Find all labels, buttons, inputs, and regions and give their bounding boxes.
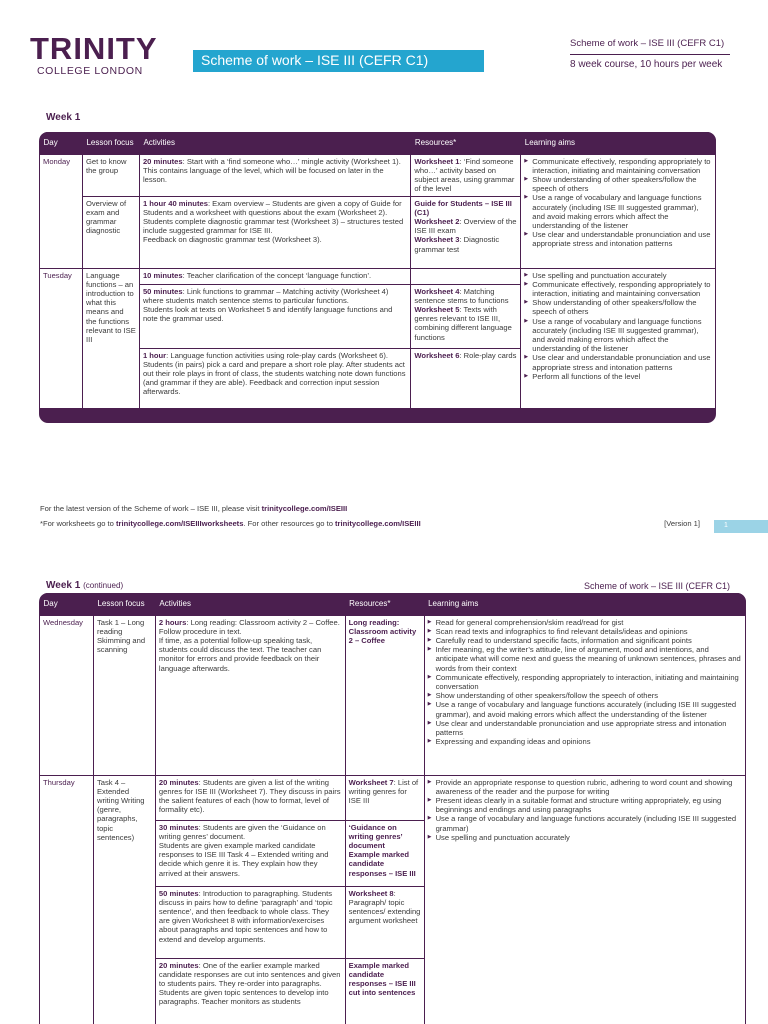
logo-subtitle: COLLEGE LONDON	[37, 65, 143, 77]
table-row	[40, 154, 716, 196]
aims-cell	[521, 154, 716, 268]
list-item: ▶ Show understanding of other speakers/follow the speech of others	[428, 691, 742, 700]
aims-list	[428, 618, 742, 747]
col-activities: Activities	[155, 593, 345, 615]
activity-duration: 20 minutes	[158, 960, 199, 970]
week1-table	[39, 132, 716, 409]
list-item: ▶ Use clear and understandable pronunciation and use appropriate stress and intonation patterns	[524, 230, 712, 248]
week-heading-continued: (continued)	[83, 581, 124, 590]
resource-name: Worksheet 3	[414, 235, 460, 245]
logo-wordmark: TRINITY	[30, 31, 158, 66]
footer-link[interactable]: trinitycollege.com/ISEIII	[261, 504, 348, 513]
activity-cell	[139, 284, 410, 348]
resource-name: Worksheet 2	[414, 216, 460, 226]
list-item: ▶ Use clear and understandable pronunciation and use appropriate stress and intonation patterns	[524, 353, 712, 371]
activity-duration: 1 hour 40 minutes	[142, 198, 208, 208]
activity-text: : Teacher clarification of the concept ‘language function’.	[182, 270, 372, 280]
week-heading	[46, 580, 123, 591]
activity-text: : Link functions to grammar – Matching activity (Worksheet 4) where students match sentence stems to particular functions.	[142, 286, 389, 305]
list-item: ▶ Read for general comprehension/skim read/read for gist	[428, 618, 742, 627]
resource-text: : ‘Find someone who…’ activity based on subject areas, using grammar of the level	[414, 156, 515, 194]
col-resources: Resources*	[411, 132, 521, 154]
resource-name: ‘Guidance on writing genres’ document	[348, 822, 403, 850]
resource-cell	[345, 886, 424, 958]
resource-text: : Overview of the ISE III exam	[414, 216, 517, 236]
activity-duration: 30 minutes	[158, 822, 199, 832]
table-row	[40, 775, 746, 820]
page-number: 1	[714, 520, 768, 533]
resource-cell	[411, 196, 521, 268]
aims-cell	[424, 775, 745, 1024]
list-item: ▶ Use a range of vocabulary and language functions accurately (including ISE III suggested grammar), and avoid making errors which affect the understanding of the listener	[524, 193, 712, 230]
table-header-row	[40, 132, 716, 154]
list-item: ▶ Communicate effectively, responding appropriately to interaction, initiating and maintaining conversation	[524, 280, 712, 298]
list-item: ▶ Show understanding of other speakers/follow the speech of others	[524, 175, 712, 193]
activity-text: : Long reading: Classroom activity 2 – Coffee. Follow procedure in text.	[158, 617, 340, 636]
resource-cell	[345, 775, 424, 820]
activity-duration: 50 minutes	[158, 888, 199, 898]
activity-text: : Exam overview – Students are given a copy of Guide for Students and a worksheet with questions about the exam (Worksheet 2).	[142, 198, 402, 217]
page-2	[0, 560, 768, 1024]
resource-cell	[345, 820, 424, 886]
week1-table-frame	[39, 132, 716, 423]
activity-text: : Introduction to paragraphing. Students discuss in pairs how to define ‘paragraph’ and ‘topic sentence’, and then feedback to whole class. They are given Worksheet 8 with information/exercises about paragraphs and topic sentences and how to extend and develop arguments.	[158, 888, 333, 944]
focus-cell: Task 4 – Extended writing Writing (genre, paragraphs, topic sentences)	[93, 775, 155, 1024]
page-header-right: Scheme of work – ISE III (CEFR C1)	[583, 581, 730, 591]
activity-text: If time, as a potential follow-up speaking task, students could discuss the text. The teacher can monitor for errors and provide feedback on their language afterwards.	[158, 635, 322, 673]
resource-name: Worksheet 5	[414, 304, 460, 314]
list-item: ▶ Scan read texts and infographics to find relevant details/ideas and opinions	[428, 627, 742, 636]
activity-text: : Start with a ‘find someone who…’ mingle activity (Worksheet 1). This contains language of the level, which will be focused on later in the lesson.	[142, 156, 401, 184]
day-cell: Thursday	[40, 775, 94, 1024]
resource-text: : Paragraph/ topic sentences/ extending argument worksheet	[348, 888, 421, 926]
list-item: ▶ Infer meaning, eg the writer’s attitude, line of argument, mood and intentions, and anticipate what will come next and guess the meaning of unknown sentences, phrases and words from their context	[428, 645, 742, 673]
activity-text: Students look at texts on Worksheet 5 and identify language functions and note the grammar used.	[142, 304, 393, 324]
resource-name: Guide for Students – ISE III (C1)	[414, 198, 512, 217]
activity-text: Students are given example marked candidate responses to ISE III Task 4 – Extended writing and decide which genre it is. They explain how they arrived at their answers.	[158, 840, 329, 878]
col-activities: Activities	[139, 132, 410, 154]
aims-list	[524, 271, 712, 381]
activity-text: : Students are given a list of the writing genres for ISE III (Worksheet 7). They discuss in pairs the salient features of each (how to format, level of formality etc).	[158, 777, 341, 815]
activity-cell	[155, 958, 345, 1024]
list-item: ▶ Present ideas clearly in a suitable format and structure writing appropriately, eg using beginnings and endings and using paragraphs	[428, 796, 742, 814]
list-item: ▶ Communicate effectively, responding appropriately to interaction, initiating and maintaining conversation	[428, 673, 742, 691]
resource-name: Worksheet 7	[348, 777, 394, 787]
activity-cell	[139, 348, 410, 408]
resource-cell	[411, 284, 521, 348]
activity-cell	[139, 268, 410, 284]
focus-cell: Get to know the group	[82, 154, 139, 196]
version-label: [Version 1]	[664, 519, 700, 528]
header-course: 8 week course, 10 hours per week	[570, 59, 723, 70]
activity-cell	[139, 154, 410, 196]
trinity-logo	[30, 31, 158, 77]
list-item: ▶ Use spelling and punctuation accurately	[428, 833, 742, 842]
resource-name: Worksheet 8	[348, 888, 394, 898]
footer-link[interactable]: trinitycollege.com/ISEIII	[335, 519, 421, 528]
list-item: ▶ Carefully read to understand specific facts, information and significant points	[428, 636, 742, 645]
col-resources: Resources*	[345, 593, 424, 615]
resource-name: Worksheet 1	[414, 156, 460, 166]
week-heading: Week 1	[46, 112, 81, 123]
col-focus: Lesson focus	[93, 593, 155, 615]
activity-text: Feedback on diagnostic grammar test (Worksheet 3).	[142, 235, 322, 245]
activity-duration: 2 hours	[158, 617, 187, 627]
list-item: ▶ Use a range of vocabulary and language functions accurately (including ISE III suggested grammar)	[428, 814, 742, 832]
resource-text: : List of writing genres for ISE III	[348, 777, 419, 805]
week-heading-text: Week 1	[46, 580, 81, 591]
table-header-row	[40, 593, 746, 615]
activity-cell	[155, 820, 345, 886]
resource-cell: Long reading: Classroom activity 2 – Coffee	[345, 615, 424, 775]
activity-duration: 50 minutes	[142, 286, 183, 296]
aims-list	[428, 778, 742, 842]
resource-name: Worksheet 4	[414, 286, 460, 296]
activity-cell	[139, 196, 410, 268]
list-item: ▶ Show understanding of other speakers/follow the speech of others	[524, 298, 712, 316]
list-item: ▶ Use a range of vocabulary and language functions accurately (including ISE III suggested grammar), and avoid making errors which affect the understanding of the listener	[524, 317, 712, 354]
activity-duration: 10 minutes	[142, 270, 183, 280]
list-item: ▶ Expressing and expanding ideas and opinions	[428, 737, 742, 746]
col-aims: Learning aims	[424, 593, 745, 615]
resource-text: : Role-play cards	[459, 350, 517, 360]
table-row	[40, 615, 746, 775]
activity-cell	[155, 615, 345, 775]
footer-line-2	[40, 519, 421, 528]
day-cell: Wednesday	[40, 615, 94, 775]
activity-duration: 1 hour	[142, 350, 167, 360]
resource-name: Example marked candidate responses – ISE III	[348, 850, 416, 878]
activity-duration: 20 minutes	[158, 777, 199, 787]
footer-text: *For worksheets go to	[40, 519, 116, 528]
activity-cell	[155, 775, 345, 820]
list-item: ▶ Use clear and understandable pronunciation and use appropriate stress and intonation patterns	[428, 719, 742, 737]
day-cell: Tuesday	[40, 268, 83, 408]
resource-name: Worksheet 6	[414, 350, 460, 360]
footer-line-1	[40, 504, 347, 513]
focus-cell: Task 1 – Long reading Skimming and scanning	[93, 615, 155, 775]
activity-text: : Language function activities using role-play cards (Worksheet 6). Students (in pairs) pick a card and prepare a short role play. After students act out their role plays in front of class, the students watching note down functions (and grammar if they are able). Feedback and correction input session afterwards.	[142, 350, 406, 397]
col-focus: Lesson focus	[82, 132, 139, 154]
day-cell: Monday	[40, 154, 83, 268]
aims-list	[524, 157, 712, 249]
activity-cell	[155, 886, 345, 958]
list-item: ▶ Perform all functions of the level	[524, 372, 712, 381]
resource-cell	[411, 154, 521, 196]
aims-cell	[521, 268, 716, 408]
header-scheme: Scheme of work – ISE III (CEFR C1)	[570, 38, 730, 55]
col-aims: Learning aims	[521, 132, 716, 154]
focus-cell: Overview of exam and grammar diagnostic	[82, 196, 139, 268]
activity-text: Students are given topic sentences to develop into paragraphs. Teacher monitors as students	[158, 988, 329, 1007]
list-item: ▶ Use spelling and punctuation accurately	[524, 271, 712, 280]
document-title: Scheme of work – ISE III (CEFR C1)	[193, 50, 484, 72]
header-right	[570, 38, 730, 70]
col-day: Day	[40, 132, 83, 154]
resource-text: : Diagnostic grammar test	[414, 235, 500, 254]
list-item: ▶ Provide an appropriate response to question rubric, adhering to word count and showing awareness of the reader and the purpose for writing	[428, 778, 742, 796]
activity-text: : One of the earlier example marked candidate responses are cut into sentences and given to students pairs. They re-order into paragraphs.	[158, 960, 341, 988]
table-row	[40, 268, 716, 284]
week1-cont-table-frame	[39, 593, 746, 1024]
activity-text: : Students are given the ‘Guidance on writing genres’ document.	[158, 822, 326, 841]
focus-cell: Language functions – an introduction to what this means and the functions relevant to ISE III	[82, 268, 139, 408]
resource-cell: Example marked candidate responses – ISE III cut into sentences	[345, 958, 424, 1024]
footer-link[interactable]: trinitycollege.com/ISEIIIworksheets	[115, 519, 244, 528]
activity-text: Students complete diagnostic grammar test (Worksheet 3) – structures tested include suggested grammar for ISE III.	[142, 216, 404, 236]
resource-text: : Matching sentence stems to functions	[414, 286, 509, 305]
footer-text: For the latest version of the Scheme of work – ISE III, please visit	[40, 504, 262, 513]
footer-text: . For other resources go to	[243, 519, 336, 528]
list-item: ▶ Communicate effectively, responding appropriately to interaction, initiating and maintaining conversation	[524, 157, 712, 175]
col-day: Day	[40, 593, 94, 615]
list-item: ▶ Use a range of vocabulary and language functions accurately (including ISE III suggested grammar), and avoid making errors which affect the understanding of the listener	[428, 700, 742, 718]
activity-duration: 20 minutes	[142, 156, 183, 166]
resource-cell	[411, 348, 521, 408]
resource-text: : Texts with genres relevant to ISE III, combining different language functions	[414, 304, 512, 342]
aims-cell	[424, 615, 745, 775]
resource-cell	[411, 268, 521, 284]
week1-cont-table	[39, 593, 746, 1024]
